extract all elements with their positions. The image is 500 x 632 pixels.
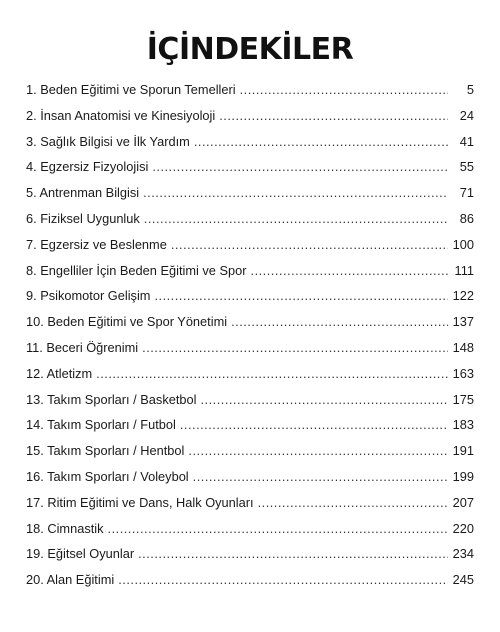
toc-entry-page: 122: [452, 288, 474, 304]
toc-entry-title: 4. Egzersiz Fizyolojisi: [26, 159, 149, 175]
toc-entry-title: 19. Eğitsel Oyunlar: [26, 546, 135, 562]
toc-entry-title: 6. Fiziksel Uygunluk: [26, 210, 140, 226]
dot-leader: [144, 211, 448, 226]
toc-entry-page: 234: [452, 546, 474, 562]
dot-leader: [152, 159, 448, 174]
toc-entry-page: 220: [452, 520, 474, 536]
dot-leader: [194, 134, 448, 149]
toc-entry-page: 24: [459, 107, 474, 123]
toc-entry-title: 11. Beceri Öğrenimi: [26, 339, 139, 355]
toc-entry-page: 175: [452, 391, 474, 407]
dot-leader: [96, 366, 448, 381]
dot-leader: [180, 417, 448, 432]
toc-entry: [26, 572, 474, 598]
toc-entry: [26, 469, 474, 495]
toc-entry-page: 191: [452, 443, 474, 459]
toc-entry-title: 16. Takım Sporları / Voleybol: [26, 468, 189, 484]
toc-entry: [26, 546, 474, 572]
toc-entry-title: 2. İnsan Anatomisi ve Kinesiyoloji: [26, 107, 216, 123]
dot-leader: [193, 469, 448, 484]
dot-leader: [154, 288, 448, 303]
toc-entry: [26, 495, 474, 521]
toc-entry-page: 111: [454, 262, 474, 278]
toc-entry: [26, 134, 474, 160]
toc-entry-title: 20. Alan Eğitimi: [26, 572, 115, 588]
toc-entry-title: 13. Takım Sporları / Basketbol: [26, 391, 197, 407]
dot-leader: [251, 263, 448, 278]
dot-leader: [188, 443, 448, 458]
toc-entry: [26, 392, 474, 418]
toc-entry: [26, 159, 474, 185]
toc-entry: [26, 108, 474, 134]
toc-entry-title: 5. Antrenman Bilgisi: [26, 185, 140, 201]
toc-entry-title: 14. Takım Sporları / Futbol: [26, 417, 176, 433]
toc-entry: [26, 366, 474, 392]
dot-leader: [171, 237, 448, 252]
dot-leader: [138, 546, 448, 561]
toc-entry: [26, 340, 474, 366]
toc-entry-page: 148: [452, 339, 474, 355]
table-of-contents: [26, 82, 474, 598]
dot-leader: [118, 572, 448, 587]
toc-entry: [26, 314, 474, 340]
toc-entry-title: 1. Beden Eğitimi ve Sporun Temelleri: [26, 82, 236, 97]
toc-entry-page: 207: [452, 494, 474, 510]
toc-entry-title: 18. Cimnastik: [26, 520, 104, 536]
toc-entry-page: 86: [459, 210, 474, 226]
dot-leader: [219, 108, 448, 123]
toc-entry-title: 10. Beden Eğitimi ve Spor Yönetimi: [26, 314, 228, 330]
toc-entry-page: 41: [459, 133, 474, 149]
toc-entry-page: 100: [452, 236, 474, 252]
toc-entry-page: 163: [452, 365, 474, 381]
dot-leader: [240, 82, 448, 97]
toc-entry-page: 137: [452, 314, 474, 330]
toc-entry-title: 15. Takım Sporları / Hentbol: [26, 443, 185, 459]
dot-leader: [258, 495, 448, 510]
toc-entry-title: 12. Atletizm: [26, 365, 93, 381]
dot-leader: [142, 340, 448, 355]
toc-entry-page: 71: [459, 185, 474, 201]
dot-leader: [108, 521, 448, 536]
toc-entry-page: 199: [452, 468, 474, 484]
toc-entry-page: 55: [459, 159, 474, 175]
toc-entry-title: 3. Sağlık Bilgisi ve İlk Yardım: [26, 133, 190, 149]
toc-entry-title: 9. Psikomotor Gelişim: [26, 288, 151, 304]
toc-entry: [26, 521, 474, 547]
dot-leader: [231, 314, 448, 329]
toc-entry: [26, 185, 474, 211]
toc-entry-title: 8. Engelliler İçin Beden Eğitimi ve Spor: [26, 262, 247, 278]
toc-entry-page: 183: [452, 417, 474, 433]
dot-leader: [200, 392, 448, 407]
dot-leader: [143, 185, 448, 200]
toc-entry: [26, 82, 474, 108]
toc-entry: [26, 417, 474, 443]
toc-entry-page: 5: [466, 82, 474, 97]
toc-entry: [26, 288, 474, 314]
toc-entry: [26, 237, 474, 263]
toc-entry-page: 245: [452, 572, 474, 588]
page-title: İÇİNDEKİLER: [146, 32, 354, 68]
toc-entry-title: 17. Ritim Eğitimi ve Dans, Halk Oyunları: [26, 494, 254, 510]
toc-entry-title: 7. Egzersiz ve Beslenme: [26, 236, 167, 252]
toc-entry: [26, 263, 474, 289]
toc-entry: [26, 443, 474, 469]
toc-entry: [26, 211, 474, 237]
